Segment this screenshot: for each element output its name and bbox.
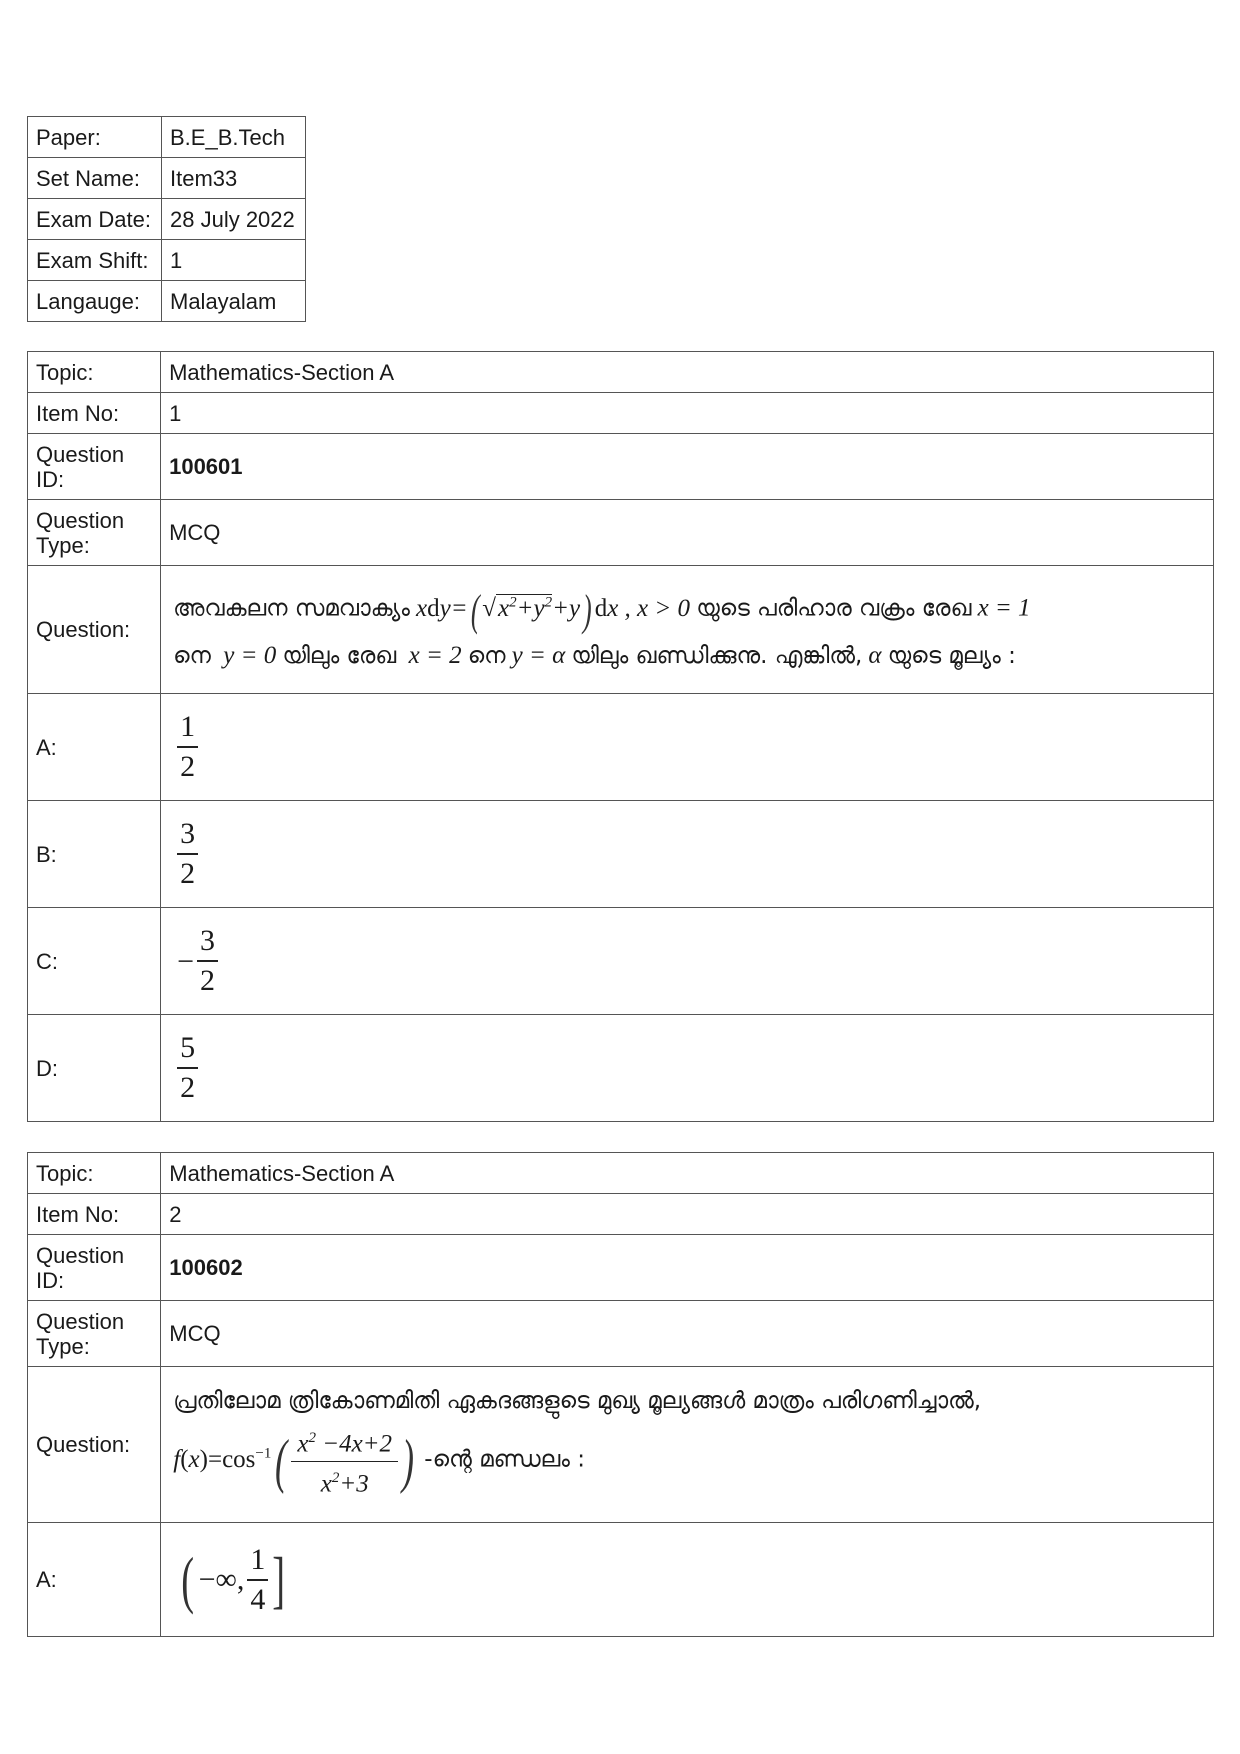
item-no-label: Item No:	[28, 393, 161, 434]
meta-label: Exam Date:	[28, 199, 162, 240]
question-text: അവകലന സമവാക്യം xdy=( $√x^2+y^2+y$) dx , x > 0 യുടെ പരിഹാര വക്രം രേഖ x = 1 നെ y = 0 യിലും രേഖ x = 2 നെ y = α യിലും ഖണ്ഡിക്കുനു. എങ്കിൽ, α യുടെ മൂല്യം :	[161, 566, 1214, 694]
meta-value: 28 July 2022	[162, 199, 306, 240]
question-id-row	[28, 434, 1214, 500]
meta-value: Item33	[162, 158, 306, 199]
question-id-value: 100602	[161, 1235, 1214, 1301]
topic-value: Mathematics-Section A	[161, 352, 1214, 393]
meta-label: Set Name:	[28, 158, 162, 199]
option-a-label: A:	[28, 1523, 161, 1637]
fraction: $\frac{1}{4}$	[247, 1541, 268, 1619]
question-text: പ്രതിലോമ ത്രികോണമിതി ഏകദങ്ങളുടെ മുഖ്യ മൂല്യങ്ങൾ മാത്രം പരിഗണിച്ചാൽ, $f(x)=\cos^{-1}$( $\frac{x^2 -4x+2}{x^2+3}$ ) -ന്റെ മണ്ഡലം :	[161, 1367, 1214, 1523]
topic-value: Mathematics-Section A	[161, 1153, 1214, 1194]
exam-meta-table	[27, 116, 306, 322]
option-d-value	[161, 1015, 1214, 1122]
question-type-row	[28, 1301, 1214, 1367]
option-b-label: B:	[28, 801, 161, 908]
option-a-value	[161, 694, 1214, 801]
topic-label: Topic:	[28, 352, 161, 393]
question-type-value: MCQ	[161, 500, 1214, 566]
meta-row-language	[28, 281, 306, 322]
item-no-row	[28, 1194, 1214, 1235]
item-no-value: 2	[161, 1194, 1214, 1235]
option-b-row	[28, 801, 1214, 908]
question-type-value: MCQ	[161, 1301, 1214, 1367]
meta-row-set-name	[28, 158, 306, 199]
question-id-label: Question ID:	[28, 434, 161, 500]
meta-row-paper	[28, 117, 306, 158]
topic-row	[28, 352, 1214, 393]
fraction: $\frac{3}{2}$	[197, 922, 218, 1000]
topic-row	[28, 1153, 1214, 1194]
option-a-row	[28, 1523, 1214, 1637]
option-b-value	[161, 801, 1214, 908]
item-no-row	[28, 393, 1214, 434]
option-c-row	[28, 908, 1214, 1015]
meta-row-exam-shift	[28, 240, 306, 281]
meta-value: Malayalam	[162, 281, 306, 322]
option-d-label: D:	[28, 1015, 161, 1122]
option-c-value: − $\frac{3}{2}$	[161, 908, 1214, 1015]
fraction: $\frac{5}{2}$	[177, 1029, 198, 1107]
question-type-row	[28, 500, 1214, 566]
question-table-2	[27, 1152, 1214, 1637]
question-table-1	[27, 351, 1214, 1122]
question-label: Question:	[28, 566, 161, 694]
meta-row-exam-date	[28, 199, 306, 240]
meta-value: 1	[162, 240, 306, 281]
question-row	[28, 566, 1214, 694]
option-a-label: A:	[28, 694, 161, 801]
item-no-label: Item No:	[28, 1194, 161, 1235]
item-no-value: 1	[161, 393, 1214, 434]
question-id-value: 100601	[161, 434, 1214, 500]
question-type-label: Question Type:	[28, 1301, 161, 1367]
domain-function: $f(x)=\cos^{-1}$( $\frac{x^2 -4x+2}{x^2+3}$ )	[173, 1446, 424, 1473]
question-id-row	[28, 1235, 1214, 1301]
differential-equation: xdy=( $√x^2+y^2+y$) dx , x > 0	[416, 585, 697, 635]
question-id-label: Question ID:	[28, 1235, 161, 1301]
fraction: $\frac{3}{2}$	[177, 815, 198, 893]
fraction: $\frac{1}{2}$	[177, 708, 198, 786]
meta-label: Langauge:	[28, 281, 162, 322]
option-a-row	[28, 694, 1214, 801]
option-a-value: ( −∞, $\frac{1}{4}$ ]	[161, 1523, 1214, 1637]
question-type-label: Question Type:	[28, 500, 161, 566]
meta-label: Exam Shift:	[28, 240, 162, 281]
meta-value: B.E_B.Tech	[162, 117, 306, 158]
option-c-label: C:	[28, 908, 161, 1015]
question-label: Question:	[28, 1367, 161, 1523]
question-row	[28, 1367, 1214, 1523]
option-d-row	[28, 1015, 1214, 1122]
topic-label: Topic:	[28, 1153, 161, 1194]
meta-label: Paper:	[28, 117, 162, 158]
